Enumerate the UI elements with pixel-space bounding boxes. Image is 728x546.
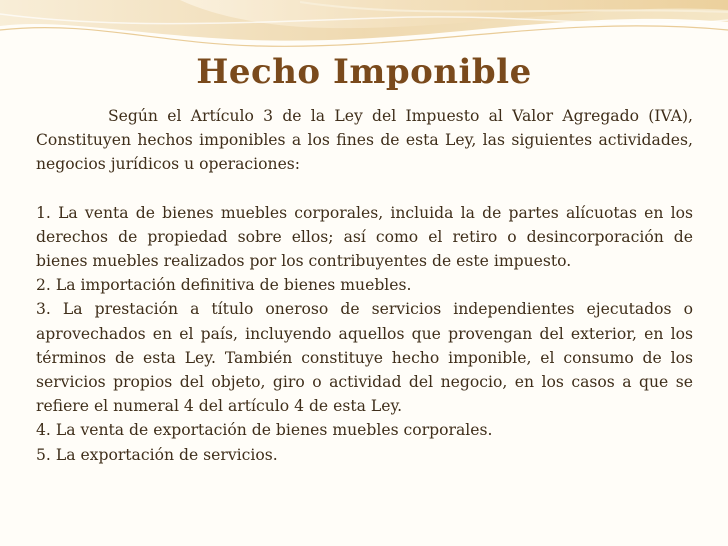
list-item: 5. La exportación de servicios. — [36, 445, 278, 464]
slide-title: Hecho Imponible — [196, 52, 532, 92]
paragraph-spacer — [36, 177, 693, 201]
list-item: 3. La prestación a título oneroso de servicios independientes ejecutados o aprovechados en el país, incluyendo aquellos que provengan del exterior, en los términos de esta Ley. También constituye hecho imponible, el consumo de los servicios propios del objeto, giro o actividad del negocio, en los casos a que se refiere el numeral 4 del artículo 4 de esta Ley. — [36, 300, 693, 416]
intro-paragraph: Según el Artículo 3 de la Ley del Impuesto al Valor Agregado (IVA), Constituyen hechos imponibles a los fines de esta Ley, las siguientes actividades, negocios jurídicos u operaciones: — [36, 107, 693, 174]
slide-body — [36, 104, 693, 467]
list-item: 1. La venta de bienes muebles corporales, incluida la de partes alícuotas en los derechos de propiedad sobre ellos; así como el retiro o desincorporación de bienes muebles realizados por los contribuyentes de este impuesto. — [36, 203, 693, 271]
decorative-banner — [0, 0, 728, 60]
list-item: 2. La importación definitiva de bienes muebles. — [36, 276, 412, 295]
list-item: 4. La venta de exportación de bienes muebles corporales. — [36, 421, 493, 440]
